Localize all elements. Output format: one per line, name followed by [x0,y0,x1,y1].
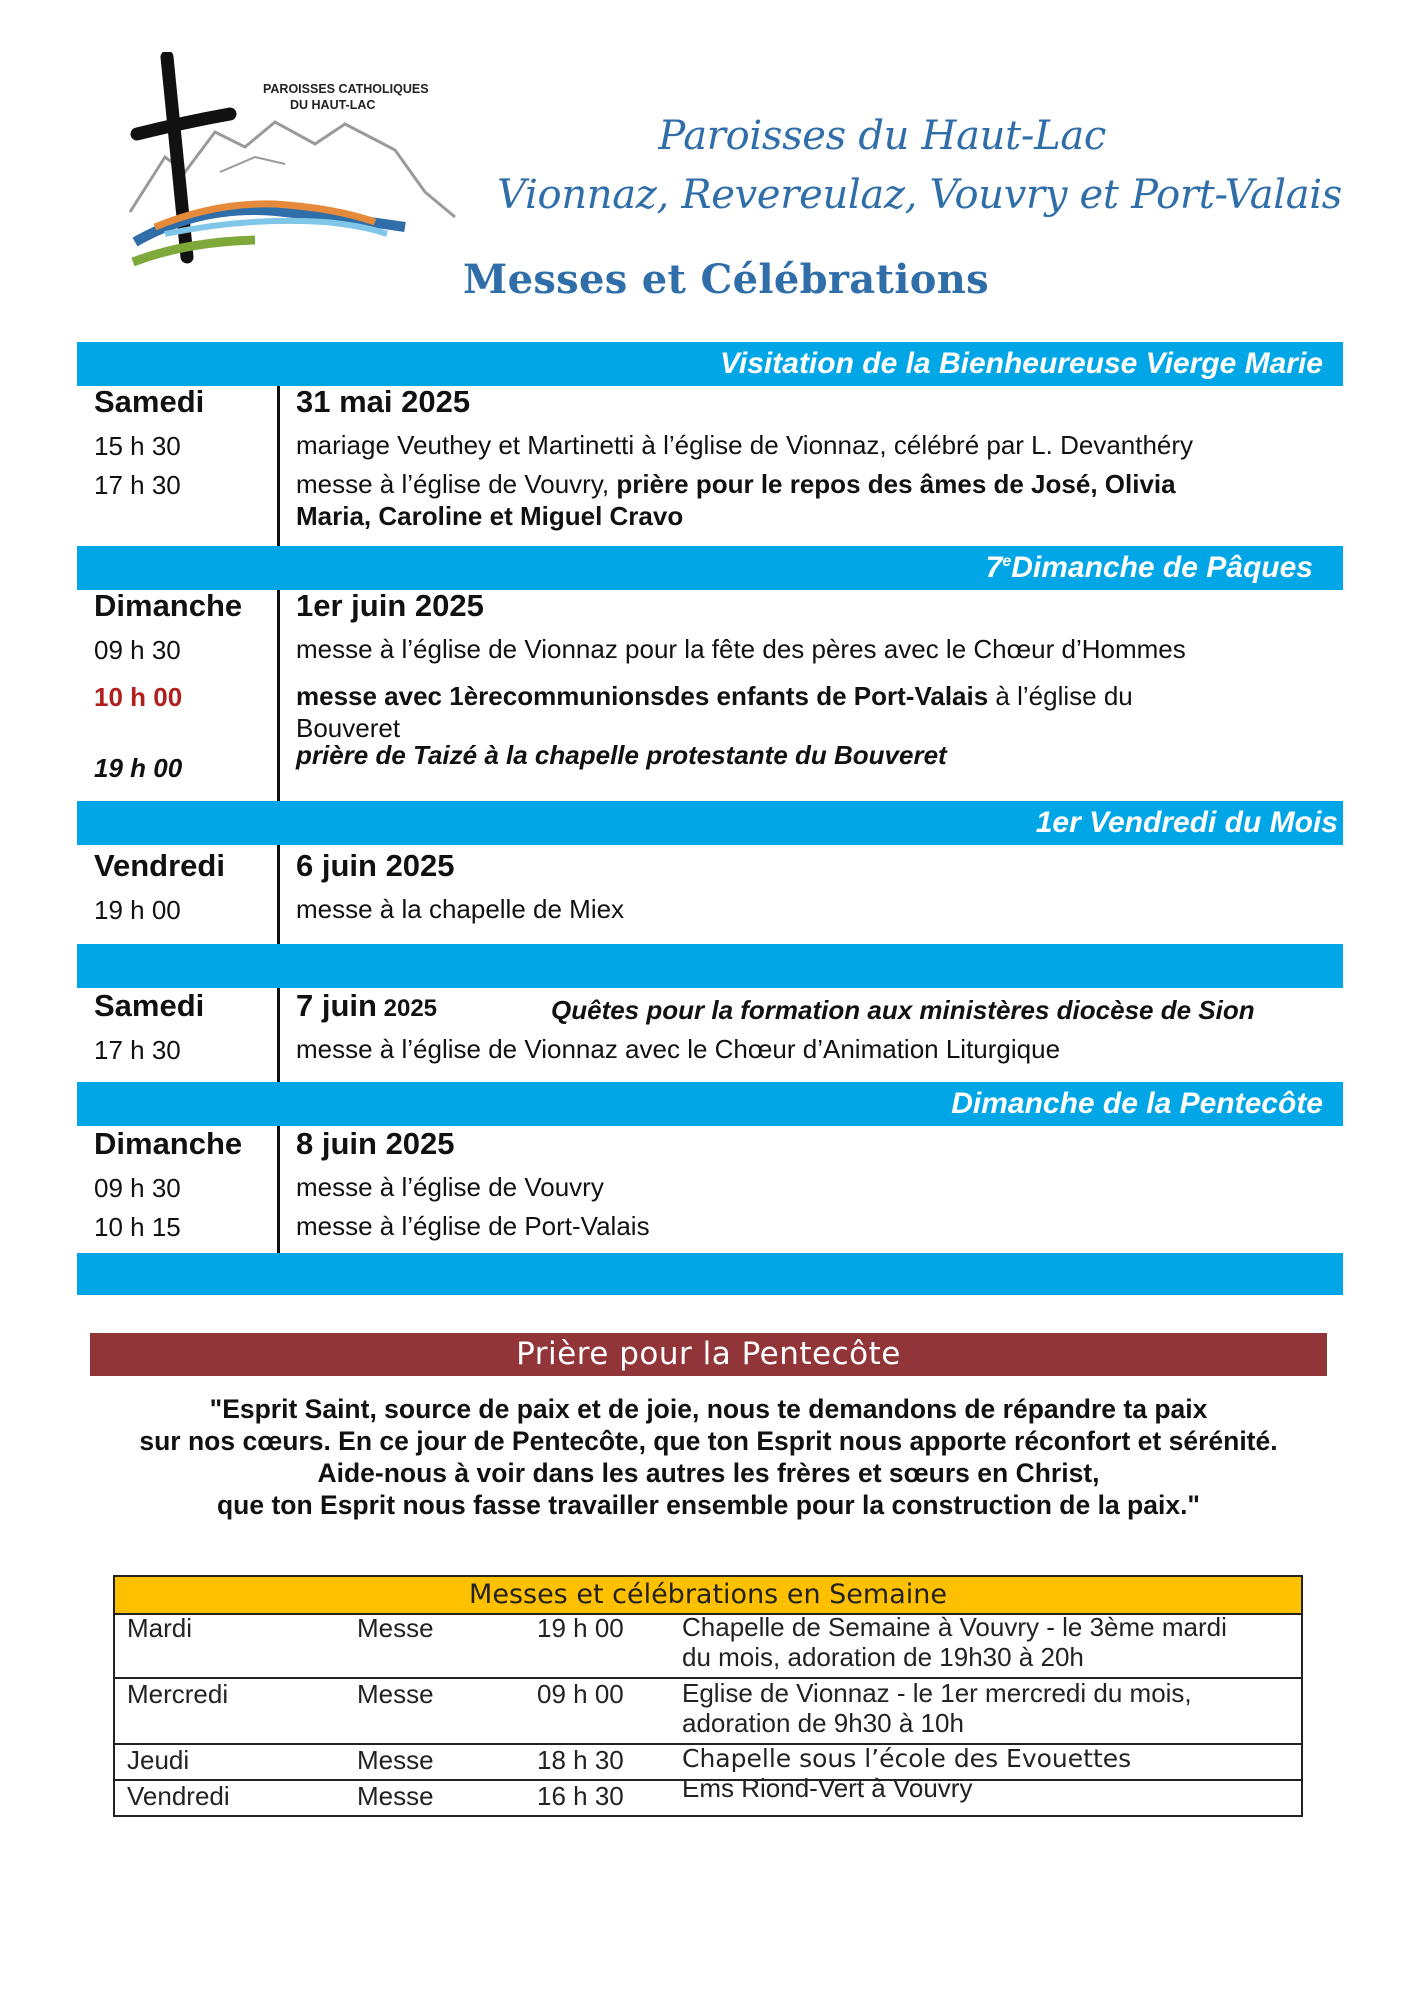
weekday-time: 09 h 00 [537,1679,624,1709]
day-label: Samedi [94,988,205,1023]
event-intention-cont: Maria, Caroline et Miguel Cravo [296,501,684,531]
prayer-header [90,1333,1327,1376]
day-label: Dimanche [94,588,243,623]
band-title: 1er Vendredi du Mois [1035,806,1338,839]
logo-text-line2: DU HAUT-LAC [290,98,376,112]
band-title-sup: e [1002,553,1012,570]
weekday-place: Chapelle de Semaine à Vouvry - le 3ème mardi [682,1612,1227,1642]
weekday-time: 19 h 00 [537,1613,624,1643]
band-title-text: Dimanche de Pâques [1011,551,1313,584]
band-title: Dimanche de la Pentecôte [951,1087,1323,1120]
weekday-table [113,1613,1303,1817]
weekday-type: Messe [357,1679,434,1709]
section-band-first-friday [77,801,1343,845]
event-description [296,680,1133,712]
table-row [115,1773,1301,1815]
time-label: 17 h 30 [94,1035,181,1065]
time-label: 10 h 15 [94,1212,181,1242]
event-description-cont: Bouveret [296,713,401,743]
time-label: 09 h 30 [94,635,181,665]
column-divider [277,845,280,945]
date-label: 1er juin 2025 [296,588,484,623]
collection-note: Quêtes pour la formation aux ministères diocèse de Sion [551,995,1255,1025]
band-title [986,551,1313,585]
weekday-place-cont: du mois, adoration de 19h30 à 20h [682,1642,1084,1672]
time-label: 15 h 30 [94,431,181,461]
event-description: messe à l’église de Vionnaz avec le Chœur d’Animation Liturgique [296,1034,1061,1064]
section-band-pentecost [77,1082,1343,1126]
day-label: Samedi [94,384,205,419]
prayer-line: "Esprit Saint, source de paix et de joie, nous te demandons de répandre ta paix [209,1394,1208,1424]
prayer-line: sur nos cœurs. En ce jour de Pentecôte, que ton Esprit nous apporte réconfort et sérénité. [139,1426,1278,1456]
event-description: mariage Veuthey et Martinetti à l’église de Vionnaz, célébré par L. Devanthéry [296,430,1194,460]
section-band-visitation [77,342,1343,386]
event-description: messe à l’église de Vionnaz pour la fête des pères avec le Chœur d’Hommes [296,634,1186,664]
time-label: 19 h 00 [94,895,181,925]
weekday-place-cont: adoration de 9h30 à 10h [682,1708,964,1738]
column-divider [277,590,280,802]
page-title: Messes et Célébrations [463,256,989,303]
weekday-place: Eglise de Vionnaz - le 1er mercredi du mois, [682,1678,1192,1708]
event-description: messe à l’église de Port-Valais [296,1211,650,1241]
weekday-day: Mercredi [127,1679,229,1709]
time-label: 09 h 30 [94,1173,181,1203]
prayer-title: Prière pour la Pentecôte [516,1336,901,1372]
table-row [115,1613,1301,1677]
day-label: Dimanche [94,1126,243,1161]
day-label: Vendredi [94,848,225,883]
event-text: messe à l’église de Vouvry, [296,469,617,499]
weekday-place: Ems Riond-Vert à Vouvry [682,1773,973,1803]
time-label: 19 h 00 [94,753,183,783]
time-label-highlight: 10 h 00 [94,682,183,712]
time-label: 17 h 30 [94,470,181,500]
section-band-blank [77,944,1343,988]
section-band-easter [77,546,1343,590]
header-parishes: Paroisses du Haut-Lac [658,113,1106,159]
weekday-time: 18 h 30 [537,1745,624,1775]
event-description: prière de Taizé à la chapelle protestante du Bouveret [296,740,947,770]
date-label: 8 juin 2025 [296,1126,455,1161]
weekday-day: Mardi [127,1613,193,1643]
parish-logo [125,52,475,282]
event-first-communion: messe avec 1èrecommunionsdes enfants de Port-Valais [296,681,989,711]
column-divider [277,988,280,1083]
band-title: Visitation de la Bienheureuse Vierge Marie [720,347,1323,380]
event-description [296,468,1176,500]
weekday-table-title: Messes et célébrations en Semaine [469,1579,947,1610]
event-description-cont [296,500,683,532]
date-day: 7 juin [296,988,377,1023]
weekday-type: Messe [357,1781,434,1811]
prayer-text [90,1393,1327,1521]
section-band-footer [77,1253,1343,1295]
weekday-type: Messe [357,1613,434,1643]
weekday-day: Vendredi [127,1781,230,1811]
weekday-type: Messe [357,1745,434,1775]
weekday-place: Chapelle sous l’école des Evouettes [682,1744,1132,1773]
column-divider [277,386,280,548]
logo-text-line1: PAROISSES CATHOLIQUES [263,82,429,96]
column-divider [277,1126,280,1254]
event-description: messe à la chapelle de Miex [296,894,625,924]
weekday-day: Jeudi [127,1745,190,1775]
weekday-table-header [113,1575,1303,1615]
date-label: 31 mai 2025 [296,384,471,419]
table-row [115,1677,1301,1743]
date-label: 6 juin 2025 [296,848,455,883]
event-description: messe à l’église de Vouvry [296,1172,604,1202]
event-text: à l’église du [988,681,1133,711]
date-year: 2025 [376,995,438,1022]
prayer-line: Aide-nous à voir dans les autres les frères et sœurs en Christ, [317,1458,1100,1488]
date-label [296,988,437,1024]
weekday-time: 16 h 30 [537,1781,624,1811]
header-villages: Vionnaz, Revereulaz, Vouvry et Port-Valais [497,172,1342,218]
event-intention: prière pour le repos des âmes de José, Olivia [616,469,1176,499]
band-title-num: 7 [985,551,1003,584]
prayer-line: que ton Esprit nous fasse travailler ensemble pour la construction de la paix." [216,1490,1200,1520]
